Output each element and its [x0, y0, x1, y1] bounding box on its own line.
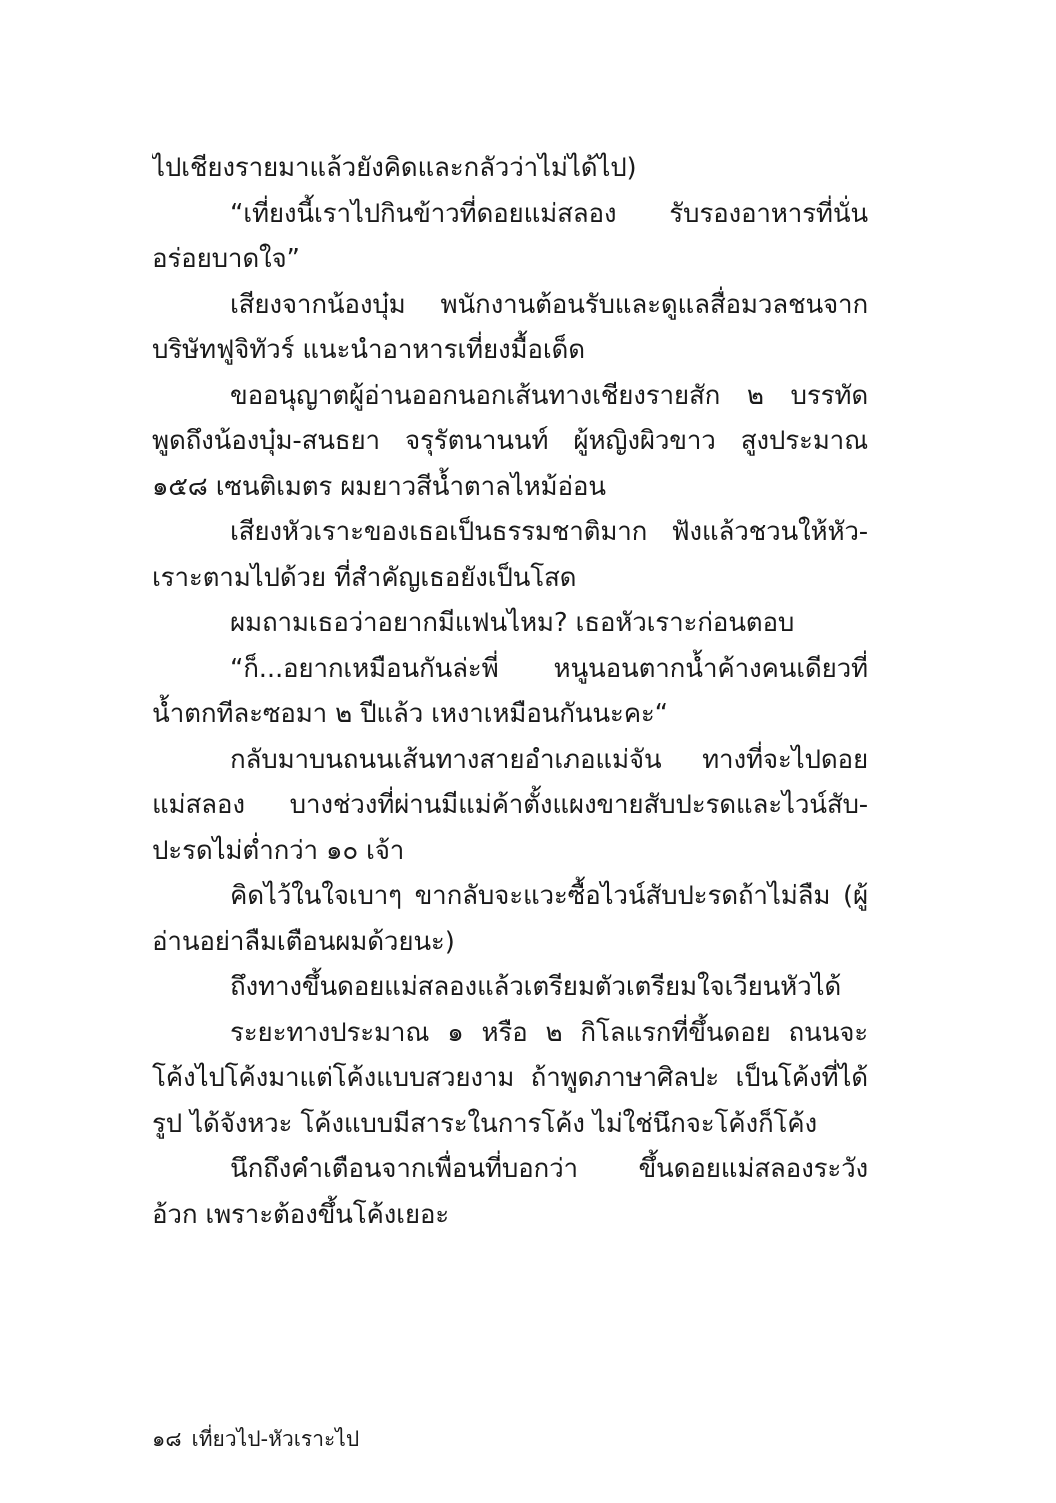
- text-line: นึกถึงคำเตือนจากเพื่อนที่บอกว่า ขึ้นดอยแม่สลองระวัง: [230, 1154, 868, 1184]
- text-line: แม่สลอง บางช่วงที่ผ่านมีแม่ค้าตั้งแผงขายสับปะรดและไวน์สับ-: [152, 790, 868, 820]
- text-line: ขออนุญาตผู้อ่านออกนอกเส้นทางเชียงรายสัก ๒ บรรทัด: [230, 380, 868, 411]
- text-line: อ่านอย่าลืมเตือนผมด้วยนะ): [152, 926, 455, 957]
- text-line: เสียงจากน้องบุ๋ม พนักงานต้อนรับและดูแลสื่อมวลชนจาก: [230, 289, 868, 320]
- text-line: คิดไว้ในใจเบาๆ ขากลับจะแวะซื้อไวน์สับปะรดถ้าไม่ลืม (ผู้: [230, 881, 868, 911]
- text-line: โค้งไปโค้งมาแต่โค้งแบบสวยงาม ถ้าพูดภาษาศิลปะ เป็นโค้งที่ได้: [152, 1063, 868, 1093]
- text-line: อ้วก เพราะต้องขึ้นโค้งเยอะ: [152, 1199, 450, 1230]
- text-line: พูดถึงน้องบุ๋ม-สนธยา จรุรัตนานนท์ ผู้หญิงผิวขาว สูงประมาณ: [152, 426, 868, 456]
- text-line: “ก็...อยากเหมือนกันล่ะพี่ หนูนอนตากน้ำค้างคนเดียวที่: [230, 653, 868, 684]
- page-footer: [152, 1424, 359, 1454]
- text-line: ระยะทางประมาณ ๑ หรือ ๒ กิโลแรกที่ขึ้นดอย ถนนจะ: [230, 1017, 868, 1048]
- text-line: ไปเชียงรายมาแล้วยังคิดและกลัวว่าไม่ได้ไป): [152, 153, 637, 183]
- text-line: ถึงทางขึ้นดอยแม่สลองแล้วเตรียมตัวเตรียมใจเวียนหัวได้: [230, 972, 842, 1002]
- text-line: “เที่ยงนี้เราไปกินข้าวที่ดอยแม่สลอง รับรองอาหารที่นั่น: [230, 198, 868, 229]
- text-line: บริษัทฟูจิทัวร์ แนะนำอาหารเที่ยงมื้อเด็ด: [152, 335, 585, 365]
- text-line: ปะรดไม่ต่ำกว่า ๑๐ เจ้า: [152, 835, 405, 866]
- body-text: [152, 146, 868, 1238]
- text-line: รูป ได้จังหวะ โค้งแบบมีสาระในการโค้ง ไม่ใช่นึกจะโค้งก็โค้ง: [152, 1108, 817, 1139]
- text-line: เสียงหัวเราะของเธอเป็นธรรมชาติมาก ฟังแล้วชวนให้หัว-: [230, 517, 868, 547]
- page-number: ๑๘: [152, 1427, 182, 1451]
- text-line: น้ำตกทีละซอมา ๒ ปีแล้ว เหงาเหมือนกันนะคะ“: [152, 699, 668, 729]
- running-title: เที่ยวไป-หัวเราะไป: [191, 1427, 360, 1451]
- text-line: กลับมาบนถนนเส้นทางสายอำเภอแม่จัน ทางที่จะไปดอย: [230, 744, 868, 775]
- text-line: ผมถามเธอว่าอยากมีแฟนไหม? เธอหัวเราะก่อนตอบ: [230, 608, 795, 638]
- text-line: ๑๕๘ เซนติเมตร ผมยาวสีน้ำตาลไหม้อ่อน: [152, 471, 606, 502]
- text-line: เราะตามไปด้วย ที่สำคัญเธอยังเป็นโสด: [152, 562, 577, 593]
- text-line: อร่อยบาดใจ”: [152, 244, 300, 274]
